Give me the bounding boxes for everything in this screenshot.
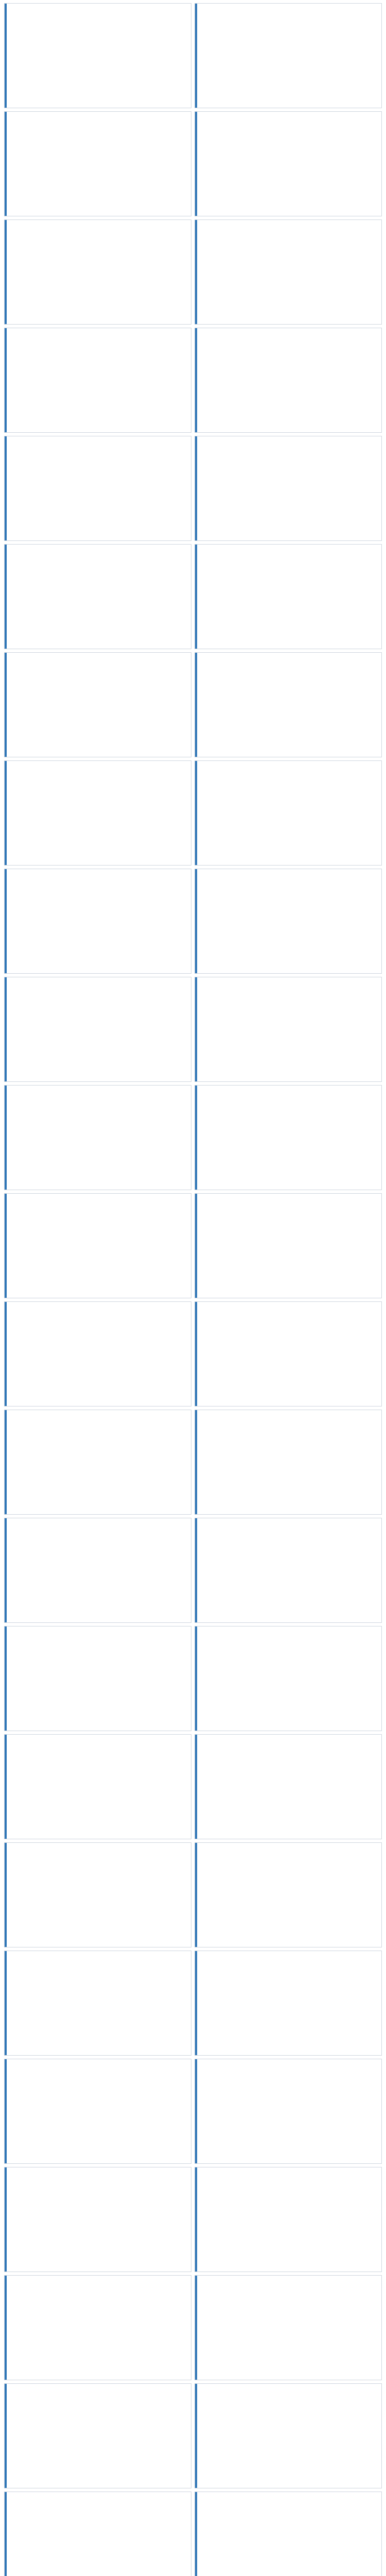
slide — [4, 111, 191, 216]
slide — [195, 1301, 382, 1406]
slide-accent-bar — [195, 112, 197, 216]
slide-title — [203, 1526, 373, 1533]
slide — [4, 2059, 191, 2164]
slide-title — [13, 119, 183, 126]
slide — [195, 2492, 382, 2576]
slide-row — [4, 544, 382, 649]
slide — [195, 1626, 382, 1731]
slide — [195, 760, 382, 866]
slide-row — [4, 1085, 382, 1190]
slide-title — [13, 1850, 183, 1857]
slide-title — [13, 1417, 183, 1425]
slide-title — [203, 2175, 373, 2182]
slide-row — [4, 869, 382, 974]
slide-accent-bar — [195, 2384, 197, 2488]
slide-accent-bar — [5, 436, 7, 540]
slide — [4, 544, 191, 649]
slide — [195, 3, 382, 108]
slide-accent-bar — [195, 2167, 197, 2272]
slide-row — [4, 2167, 382, 2272]
slide-row — [4, 1193, 382, 1298]
slide — [195, 1518, 382, 1623]
slide-accent-bar — [5, 2167, 7, 2272]
slide — [4, 2275, 191, 2380]
slide-accent-bar — [5, 1626, 7, 1731]
slide-title — [13, 876, 183, 884]
slide — [4, 760, 191, 866]
slide-title — [203, 227, 373, 234]
slide-title — [13, 1742, 183, 1749]
slide — [4, 652, 191, 757]
slide — [195, 1410, 382, 1515]
slide-accent-bar — [195, 761, 197, 865]
slide-title — [13, 552, 183, 559]
slide-title — [13, 1309, 183, 1316]
slide-accent-bar — [5, 112, 7, 216]
slide-row — [4, 1734, 382, 1839]
slide-accent-bar — [195, 545, 197, 649]
slide-row — [4, 436, 382, 541]
slide-title — [203, 552, 373, 559]
slide-title — [203, 119, 373, 126]
slide-accent-bar — [5, 1843, 7, 1947]
slide-accent-bar — [5, 1302, 7, 1406]
slide-row — [4, 1951, 382, 2056]
slide — [4, 869, 191, 974]
slide-row — [4, 1301, 382, 1406]
slide-title — [203, 335, 373, 343]
slide-accent-bar — [5, 1086, 7, 1190]
slide-accent-bar — [195, 436, 197, 540]
slide-accent-bar — [195, 2276, 197, 2380]
slide — [4, 1518, 191, 1623]
slide-accent-bar — [5, 869, 7, 973]
slide — [4, 1626, 191, 1731]
slide-title — [203, 1201, 373, 1208]
slide-title — [203, 2066, 373, 2074]
slide-accent-bar — [195, 1518, 197, 1622]
slide — [4, 1734, 191, 1839]
slide — [4, 436, 191, 541]
slide-title — [13, 2283, 183, 2290]
slide-title — [203, 2499, 373, 2506]
slide-accent-bar — [5, 4, 7, 108]
slide-accent-bar — [195, 1194, 197, 1298]
slide — [4, 1410, 191, 1515]
slide-row — [4, 219, 382, 325]
slide-row — [4, 2059, 382, 2164]
slide-row — [4, 2492, 382, 2576]
slide-accent-bar — [5, 1735, 7, 1839]
slide-accent-bar — [195, 653, 197, 757]
slide-accent-bar — [195, 1843, 197, 1947]
slide — [195, 219, 382, 325]
slide-accent-bar — [195, 1302, 197, 1406]
slide — [195, 977, 382, 1082]
slide-row — [4, 652, 382, 757]
slide — [195, 1951, 382, 2056]
slide — [4, 1951, 191, 2056]
slide-accent-bar — [195, 1410, 197, 1514]
slide-accent-bar — [195, 977, 197, 1081]
slide-accent-bar — [195, 220, 197, 324]
slide-title — [13, 227, 183, 234]
slide-title — [13, 1634, 183, 1641]
slide-title — [13, 768, 183, 775]
slide — [195, 2167, 382, 2272]
slide — [4, 1842, 191, 1947]
slide-row — [4, 3, 382, 108]
slide-accent-bar — [5, 761, 7, 865]
slide-title — [203, 1309, 373, 1316]
slide-title — [13, 985, 183, 992]
slide — [4, 2383, 191, 2488]
slide-title — [203, 2391, 373, 2398]
slide-accent-bar — [195, 1626, 197, 1731]
slide — [195, 544, 382, 649]
slide-accent-bar — [5, 653, 7, 757]
slide — [195, 328, 382, 433]
slide-row — [4, 2275, 382, 2380]
slide — [4, 2492, 191, 2576]
slide — [195, 2059, 382, 2164]
slide-title — [203, 1850, 373, 1857]
slide — [4, 1301, 191, 1406]
slide-title — [13, 1958, 183, 1965]
slide-title — [203, 1417, 373, 1425]
slide — [195, 1842, 382, 1947]
slide-title — [13, 444, 183, 451]
slide — [195, 869, 382, 974]
slide-accent-bar — [195, 4, 197, 108]
slide — [4, 328, 191, 433]
slide-accent-bar — [5, 1518, 7, 1622]
slide-title — [13, 1201, 183, 1208]
slide — [195, 1734, 382, 1839]
slide-accent-bar — [195, 1086, 197, 1190]
slide-accent-bar — [195, 869, 197, 973]
slide-title — [13, 2066, 183, 2074]
slide — [4, 1085, 191, 1190]
slide-row — [4, 1518, 382, 1623]
slide-title — [203, 11, 373, 18]
slide — [195, 111, 382, 216]
slide — [4, 1193, 191, 1298]
slide-row — [4, 111, 382, 216]
slide-title — [13, 1526, 183, 1533]
slide-accent-bar — [195, 1735, 197, 1839]
slide-title — [203, 1093, 373, 1100]
slide — [195, 2275, 382, 2380]
slide-title — [203, 876, 373, 884]
slide-accent-bar — [5, 2492, 7, 2576]
slide-title — [13, 335, 183, 343]
slide-accent-bar — [5, 2276, 7, 2380]
slide — [4, 2167, 191, 2272]
slide-title — [13, 11, 183, 18]
slide-accent-bar — [195, 1951, 197, 2055]
slide-accent-bar — [5, 220, 7, 324]
slide-row — [4, 760, 382, 866]
slide-accent-bar — [5, 545, 7, 649]
slide-row — [4, 977, 382, 1082]
slide-title — [203, 1958, 373, 1965]
slide-title — [203, 660, 373, 667]
slide-title — [203, 1742, 373, 1749]
slide-title — [203, 2283, 373, 2290]
slide — [195, 652, 382, 757]
slide-title — [203, 985, 373, 992]
slide-row — [4, 1410, 382, 1515]
slide-title — [13, 660, 183, 667]
slide — [4, 219, 191, 325]
slide-row — [4, 1842, 382, 1947]
slide-row — [4, 328, 382, 433]
slide-row — [4, 1626, 382, 1731]
slide-accent-bar — [5, 1410, 7, 1514]
slide-accent-bar — [195, 2059, 197, 2163]
slide-accent-bar — [5, 1194, 7, 1298]
slide-accent-bar — [195, 2492, 197, 2576]
slide-accent-bar — [5, 1951, 7, 2055]
slide-title — [13, 2175, 183, 2182]
slide-title — [13, 1093, 183, 1100]
slide — [195, 436, 382, 541]
slide — [4, 3, 191, 108]
slide-title — [13, 2391, 183, 2398]
slide — [195, 2383, 382, 2488]
slide-accent-bar — [5, 2059, 7, 2163]
slide — [4, 977, 191, 1082]
slide-accent-bar — [5, 328, 7, 432]
slide-row — [4, 2383, 382, 2488]
slide-accent-bar — [195, 328, 197, 432]
slide-title — [203, 1634, 373, 1641]
slide-title — [203, 768, 373, 775]
slide-title — [13, 2499, 183, 2506]
slide — [195, 1193, 382, 1298]
slide-accent-bar — [5, 2384, 7, 2488]
slide-title — [203, 444, 373, 451]
slide — [195, 1085, 382, 1190]
slide-accent-bar — [5, 977, 7, 1081]
